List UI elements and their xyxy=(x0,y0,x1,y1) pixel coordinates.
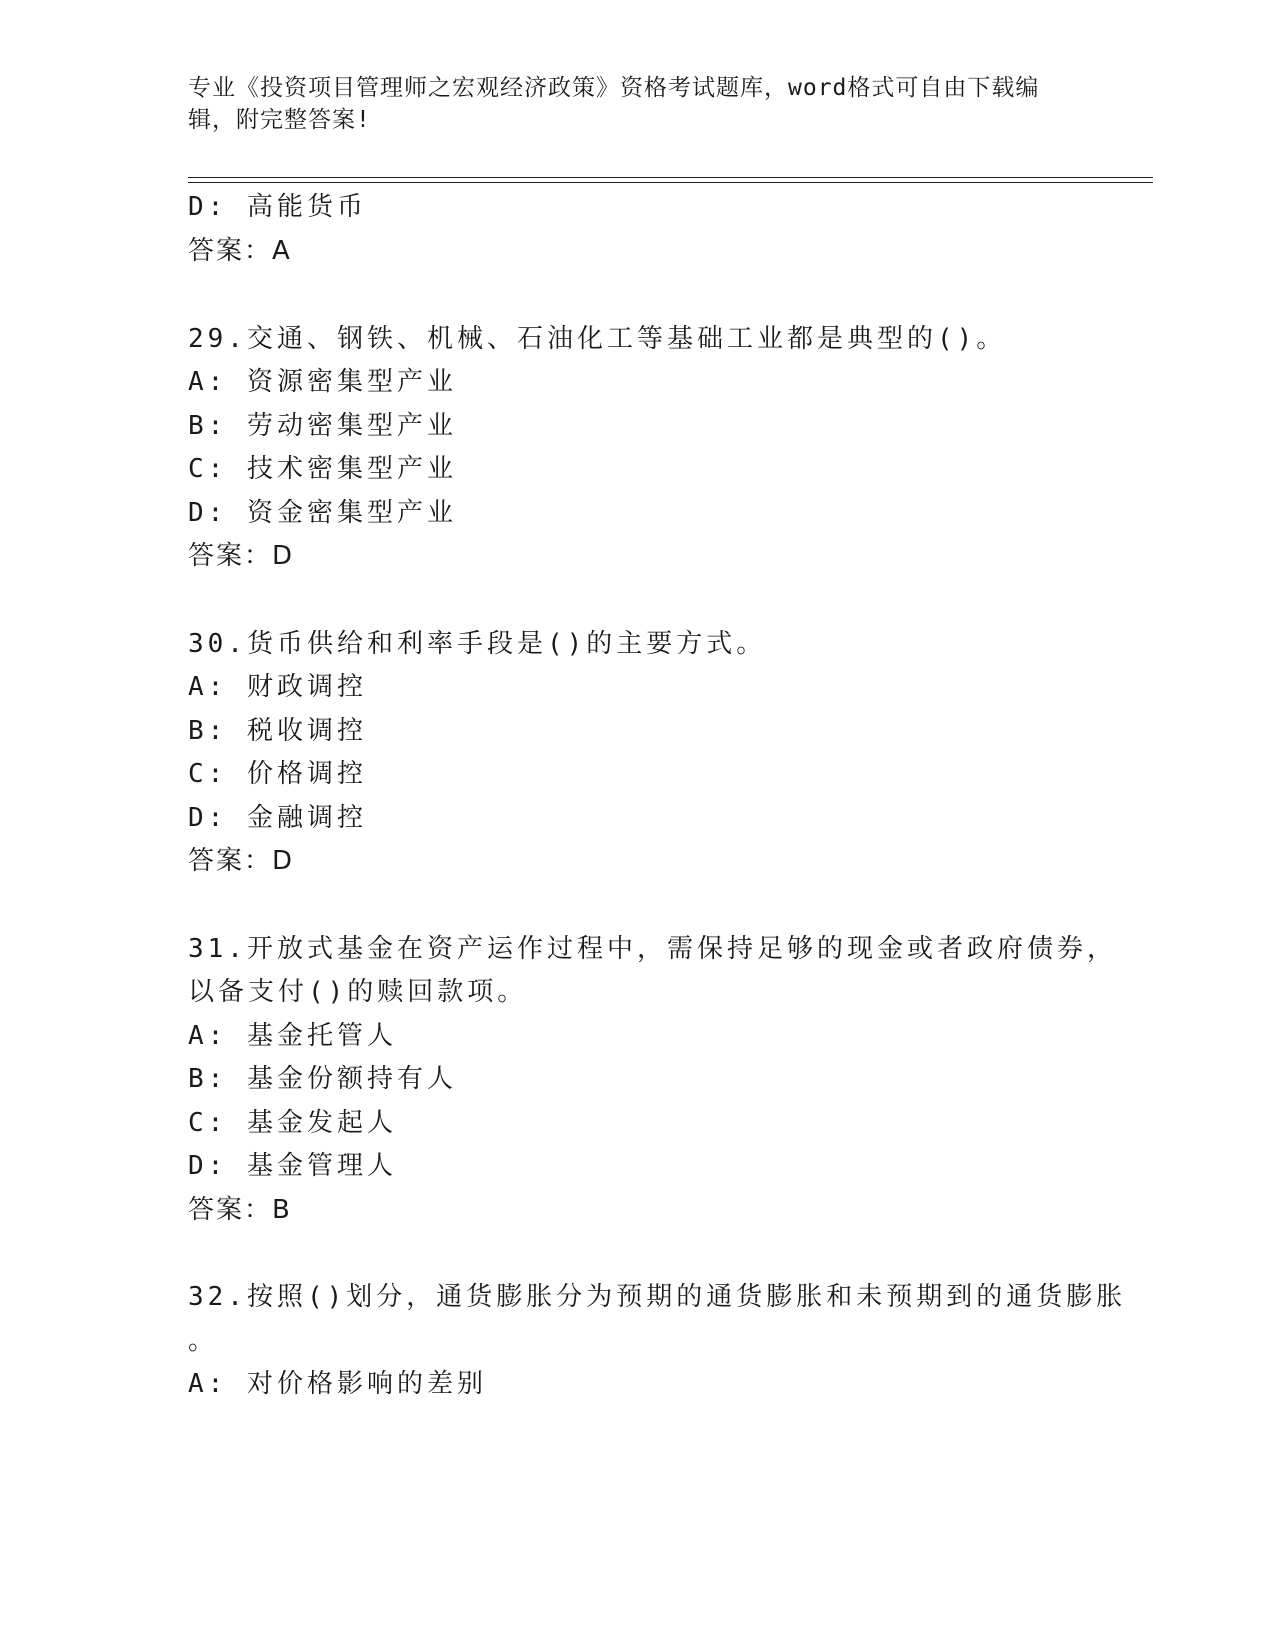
document-header xyxy=(188,72,1088,136)
header-line-2: 辑，附完整答案! xyxy=(188,107,371,133)
question-32-stem-line-2: 。 xyxy=(188,1326,219,1356)
header-line-1: 专业《投资项目管理师之宏观经济政策》资格考试题库，word格式可自由下载编 xyxy=(188,75,1040,101)
question-30-answer: 答案：D xyxy=(188,846,295,876)
carryover-option-d: D: 高能货币 xyxy=(188,192,367,222)
question-31-stem-line-2: 以备支付()的赎回款项。 xyxy=(188,977,528,1007)
question-29-stem: 29.交通、钢铁、机械、石油化工等基础工业都是典型的()。 xyxy=(188,324,1007,354)
question-31-stem-line-1: 31.开放式基金在资产运作过程中，需保持足够的现金或者政府债券， xyxy=(188,934,1117,964)
question-30-option-b: B: 税收调控 xyxy=(188,716,367,746)
question-29-option-b: B: 劳动密集型产业 xyxy=(188,411,457,441)
header-divider-top xyxy=(188,177,1153,178)
question-30-option-c: C: 价格调控 xyxy=(188,759,367,789)
question-31-option-d: D: 基金管理人 xyxy=(188,1151,397,1181)
header-divider-bottom xyxy=(188,182,1153,183)
question-31-option-c: C: 基金发起人 xyxy=(188,1108,397,1138)
question-30-stem: 30.货币供给和利率手段是()的主要方式。 xyxy=(188,629,767,659)
question-30-option-a: A: 财政调控 xyxy=(188,672,367,702)
question-29-option-a: A: 资源密集型产业 xyxy=(188,367,457,397)
question-29-option-d: D: 资金密集型产业 xyxy=(188,498,457,528)
question-31-option-b: B: 基金份额持有人 xyxy=(188,1064,457,1094)
question-29-answer: 答案：D xyxy=(188,541,295,571)
question-32-stem-line-1: 32.按照()划分，通货膨胀分为预期的通货膨胀和未预期到的通货膨胀 xyxy=(188,1282,1127,1312)
question-31-option-a: A: 基金托管人 xyxy=(188,1021,397,1051)
question-31-answer: 答案：B xyxy=(188,1195,292,1225)
question-32-option-a: A: 对价格影响的差别 xyxy=(188,1369,487,1399)
question-29-option-c: C: 技术密集型产业 xyxy=(188,454,457,484)
question-30-option-d: D: 金融调控 xyxy=(188,803,367,833)
carryover-answer: 答案：A xyxy=(188,236,292,266)
